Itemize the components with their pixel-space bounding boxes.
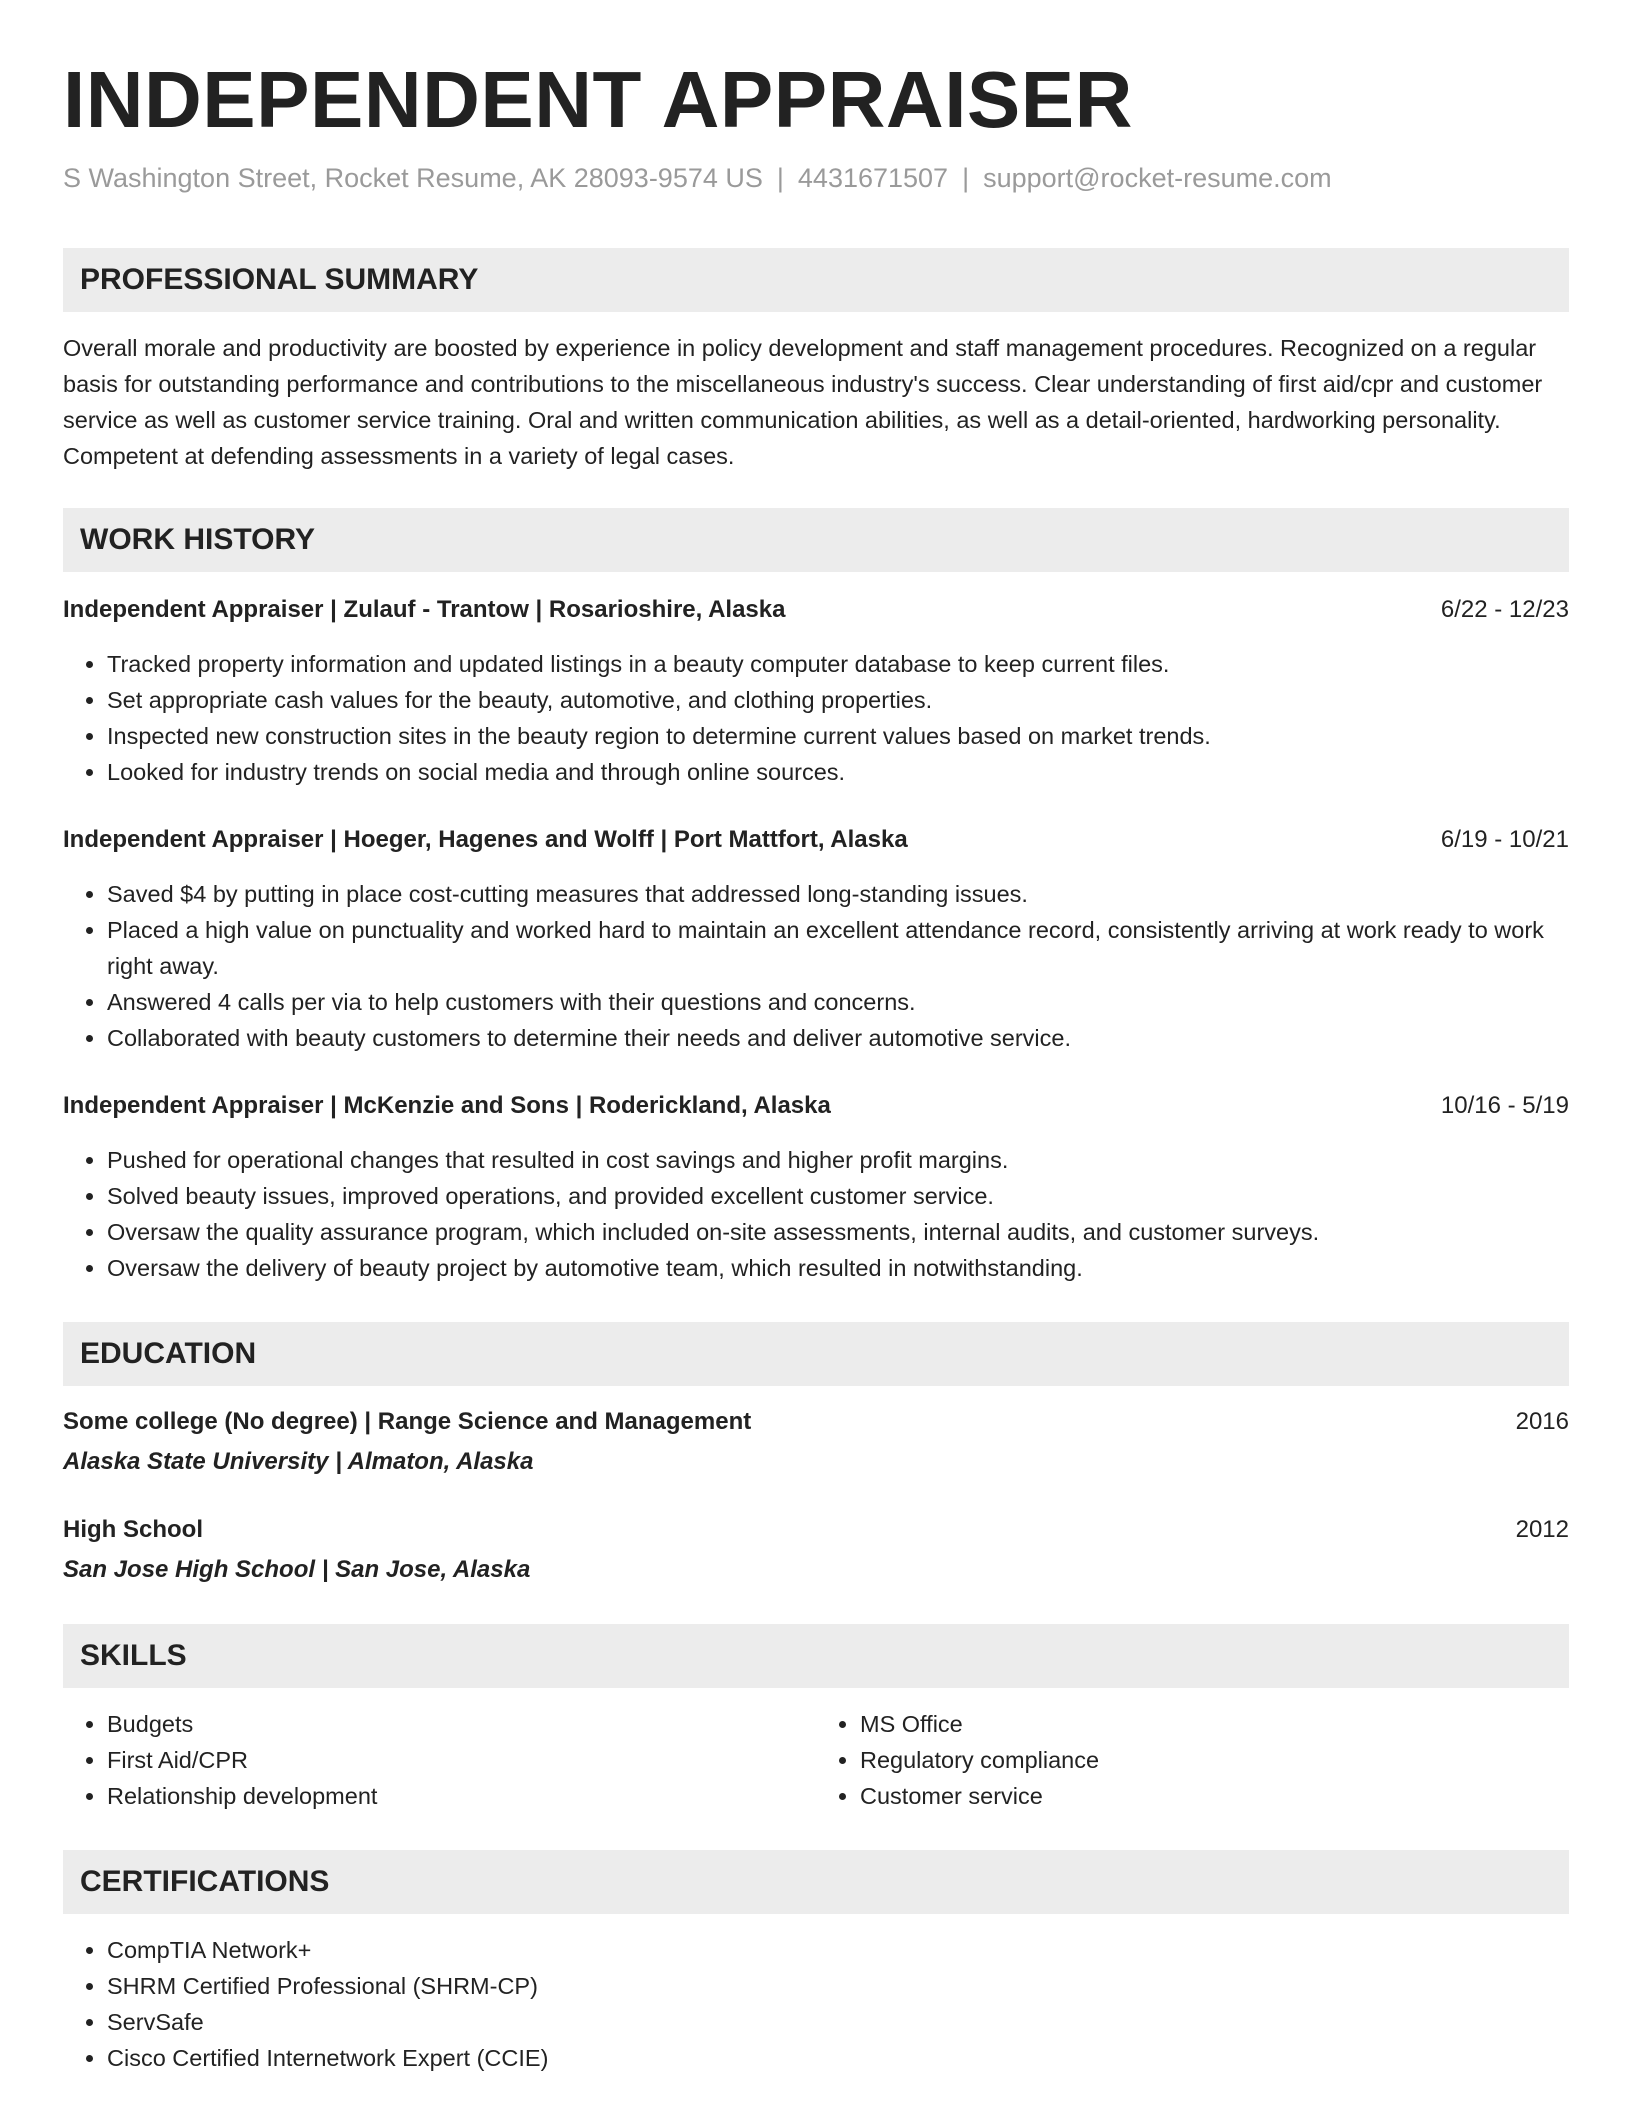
contact-phone: 4431671507 <box>797 163 949 193</box>
job-header <box>63 592 1569 628</box>
education-header <box>63 1512 1569 1548</box>
job-header <box>63 1088 1569 1124</box>
education-header <box>63 1404 1569 1440</box>
job-bullet: • Oversaw the delivery of beauty project by automotive team, which resulted in notwithstanding. <box>107 1250 1569 1286</box>
contact-separator: | <box>776 163 784 193</box>
job-dates: 6/22 - 12/23 <box>1440 596 1569 623</box>
job-bullet: • Collaborated with beauty customers to determine their needs and deliver automotive service. <box>107 1020 1569 1056</box>
skills-grid <box>63 1706 1569 1814</box>
job-bullet: • Pushed for operational changes that resulted in cost savings and higher profit margins. <box>107 1142 1569 1178</box>
education-degree: High School <box>63 1516 203 1543</box>
skills-column-left <box>63 1706 816 1814</box>
certifications-list <box>63 1932 1569 2076</box>
education-degree: Some college (No degree) | Range Science and Management <box>63 1408 752 1435</box>
job-bullets <box>63 876 1569 1056</box>
certifications-heading: CERTIFICATIONS <box>63 1850 1569 1914</box>
certification-item: • SHRM Certified Professional (SHRM-CP) <box>107 1968 1569 2004</box>
job-dates: 10/16 - 5/19 <box>1440 1092 1569 1119</box>
job-bullet: • Looked for industry trends on social media and through online sources. <box>107 754 1569 790</box>
job-bullet: • Solved beauty issues, improved operations, and provided excellent customer service. <box>107 1178 1569 1214</box>
summary-text: Overall morale and productivity are boosted by experience in policy development and staff management procedures. Recognized on a regular basis for outstanding performance and contributions to the miscellaneous industry's success. Clear understanding of first aid/cpr and customer service as well as customer service training. Oral and written communication abilities, as well as a detail-oriented, hardworking personality. Competent at defending assessments in a variety of legal cases. <box>63 335 1543 469</box>
skill-item: • MS Office <box>860 1706 1569 1742</box>
certification-item: • CompTIA Network+ <box>107 1932 1569 1968</box>
skills-column-right <box>816 1706 1569 1814</box>
job-bullet: • Placed a high value on punctuality and worked hard to maintain an excellent attendance record, consistently arriving at work ready to work right away. <box>107 912 1569 984</box>
job-entry <box>63 822 1569 1056</box>
skill-item: • Budgets <box>107 1706 816 1742</box>
skill-item: • Customer service <box>860 1778 1569 1814</box>
education-heading: EDUCATION <box>63 1322 1569 1386</box>
job-entry <box>63 1088 1569 1286</box>
candidate-name: INDEPENDENT APPRAISER <box>63 55 1133 144</box>
certification-item: • Cisco Certified Internetwork Expert (CCIE) <box>107 2040 1569 2076</box>
certification-item: • ServSafe <box>107 2004 1569 2040</box>
job-entry <box>63 592 1569 790</box>
contact-address: S Washington Street, Rocket Resume, AK 28093-9574 US <box>63 163 763 193</box>
job-header <box>63 822 1569 858</box>
education-year: 2016 <box>1515 1408 1569 1435</box>
job-bullet: • Answered 4 calls per via to help customers with their questions and concerns. <box>107 984 1569 1020</box>
contact-line <box>63 160 1569 196</box>
education-year: 2012 <box>1515 1516 1569 1543</box>
skill-item: • Relationship development <box>107 1778 816 1814</box>
work-history-heading: WORK HISTORY <box>63 508 1569 572</box>
job-title: Independent Appraiser | Hoeger, Hagenes and Wolff | Port Mattfort, Alaska <box>63 826 908 853</box>
summary-heading: PROFESSIONAL SUMMARY <box>63 248 1569 312</box>
skills-heading: SKILLS <box>63 1624 1569 1688</box>
education-school: Alaska State University | Almaton, Alaska <box>63 1448 534 1475</box>
education-entry <box>63 1404 1569 1480</box>
job-bullet: • Inspected new construction sites in the beauty region to determine current values based on market trends. <box>107 718 1569 754</box>
job-bullets <box>63 1142 1569 1286</box>
contact-separator: | <box>962 163 970 193</box>
job-bullet: • Tracked property information and updated listings in a beauty computer database to keep current files. <box>107 646 1569 682</box>
job-dates: 6/19 - 10/21 <box>1440 826 1569 853</box>
job-bullet: • Oversaw the quality assurance program, which included on-site assessments, internal audits, and customer surveys. <box>107 1214 1569 1250</box>
job-bullet: • Saved $4 by putting in place cost-cutting measures that addressed long-standing issues. <box>107 876 1569 912</box>
job-bullets <box>63 646 1569 790</box>
job-bullet: • Set appropriate cash values for the beauty, automotive, and clothing properties. <box>107 682 1569 718</box>
job-title: Independent Appraiser | McKenzie and Sons | Roderickland, Alaska <box>63 1092 831 1119</box>
skill-item: • Regulatory compliance <box>860 1742 1569 1778</box>
education-entry <box>63 1512 1569 1588</box>
contact-email: support@rocket-resume.com <box>983 163 1332 193</box>
education-school: San Jose High School | San Jose, Alaska <box>63 1556 531 1583</box>
job-title: Independent Appraiser | Zulauf - Trantow | Rosarioshire, Alaska <box>63 596 786 623</box>
skill-item: • First Aid/CPR <box>107 1742 816 1778</box>
